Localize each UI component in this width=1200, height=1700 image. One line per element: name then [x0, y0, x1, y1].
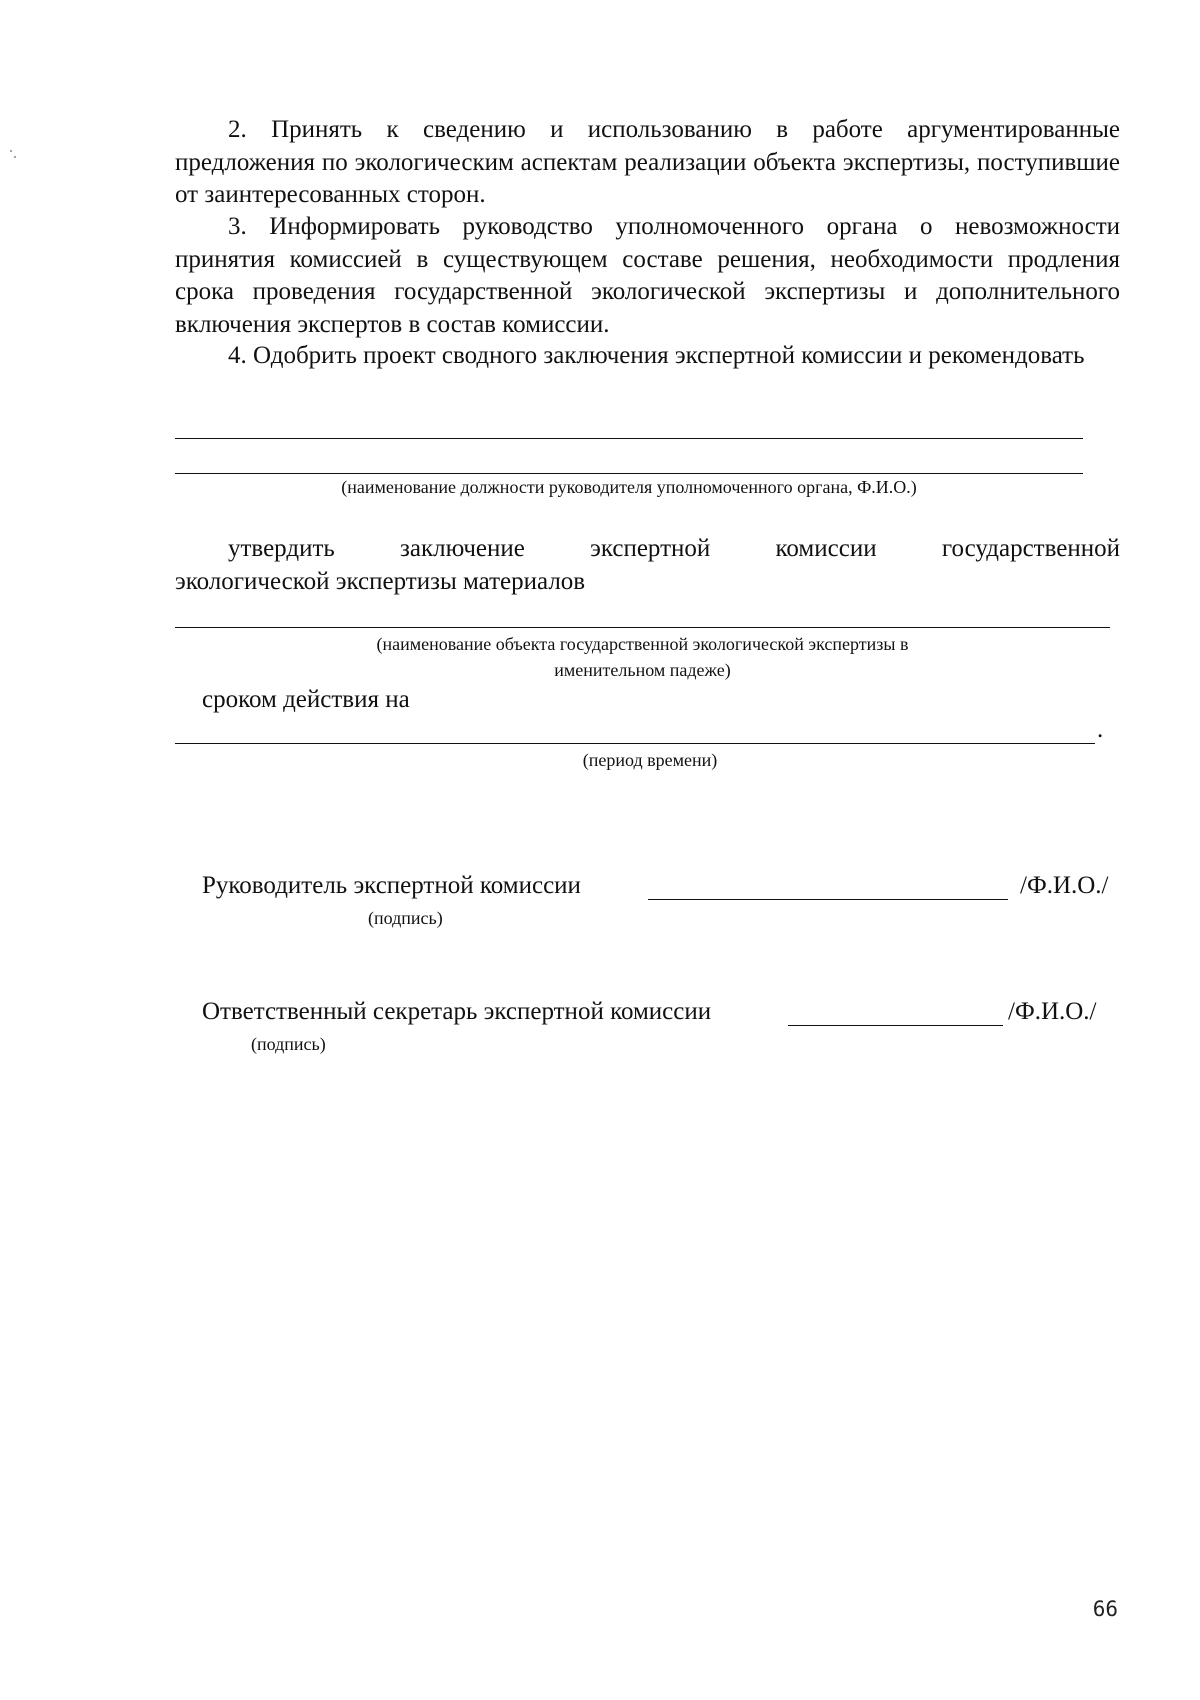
- page-number: 66: [1092, 1597, 1118, 1621]
- head-signature-label: Руководитель экспертной комиссии: [202, 872, 581, 899]
- item-2-paragraph: 2. Принять к сведению и использованию в работе аргументированные предложения по экологическим аспектам реализации объекта экспертизы, поступившие от заинтересованных сторон.: [175, 116, 1120, 208]
- item-3-paragraph: 3. Информировать руководство уполномоченного органа о невозможности принятия комиссией в существующем составе решения, необходимости продления срока проведения государственной экологической экспертизы и дополнительного включения экспертов в состав комиссии.: [175, 213, 1120, 338]
- head-signature-fio: /Ф.И.О./: [1020, 872, 1109, 899]
- validity-label: сроком действия на: [202, 686, 410, 713]
- blank-line-authority-2: [175, 473, 1083, 474]
- item-4-paragraph: 4. Одобрить проект сводного заключения экспертной комиссии и рекомендовать: [228, 342, 1085, 369]
- blank-line-period: [175, 743, 1095, 744]
- caption-object-name-line1: (наименование объекта государственной экологической экспертизы в: [376, 634, 909, 654]
- caption-period: (период времени): [582, 750, 718, 770]
- blank-line-object-name: [175, 627, 1110, 628]
- secretary-signature-line: [788, 1025, 1003, 1026]
- caption-object-name-line2: именительном падеже): [554, 660, 731, 680]
- secretary-signature-fio: /Ф.И.О./: [1008, 998, 1097, 1025]
- secretary-signature-caption: (подпись): [251, 1034, 326, 1054]
- head-signature-line: [648, 899, 1008, 900]
- approve-paragraph-line1: утвердить заключение экспертной комиссии государственной: [228, 535, 1120, 562]
- scan-speck: [10, 150, 12, 152]
- blank-line-authority-1: [175, 438, 1083, 439]
- caption-head-of-authority: (наименование должности руководителя уполномоченного органа, Ф.И.О.): [341, 477, 917, 497]
- head-signature-caption: (подпись): [368, 908, 443, 928]
- approve-paragraph-line2: [175, 566, 1120, 599]
- secretary-signature-label: Ответственный секретарь экспертной комиссии: [202, 998, 712, 1025]
- period-end-mark: .: [1097, 716, 1104, 743]
- scan-speck: [14, 156, 16, 158]
- approve-paragraph-continuation: экологической экспертизы материалов: [175, 568, 586, 595]
